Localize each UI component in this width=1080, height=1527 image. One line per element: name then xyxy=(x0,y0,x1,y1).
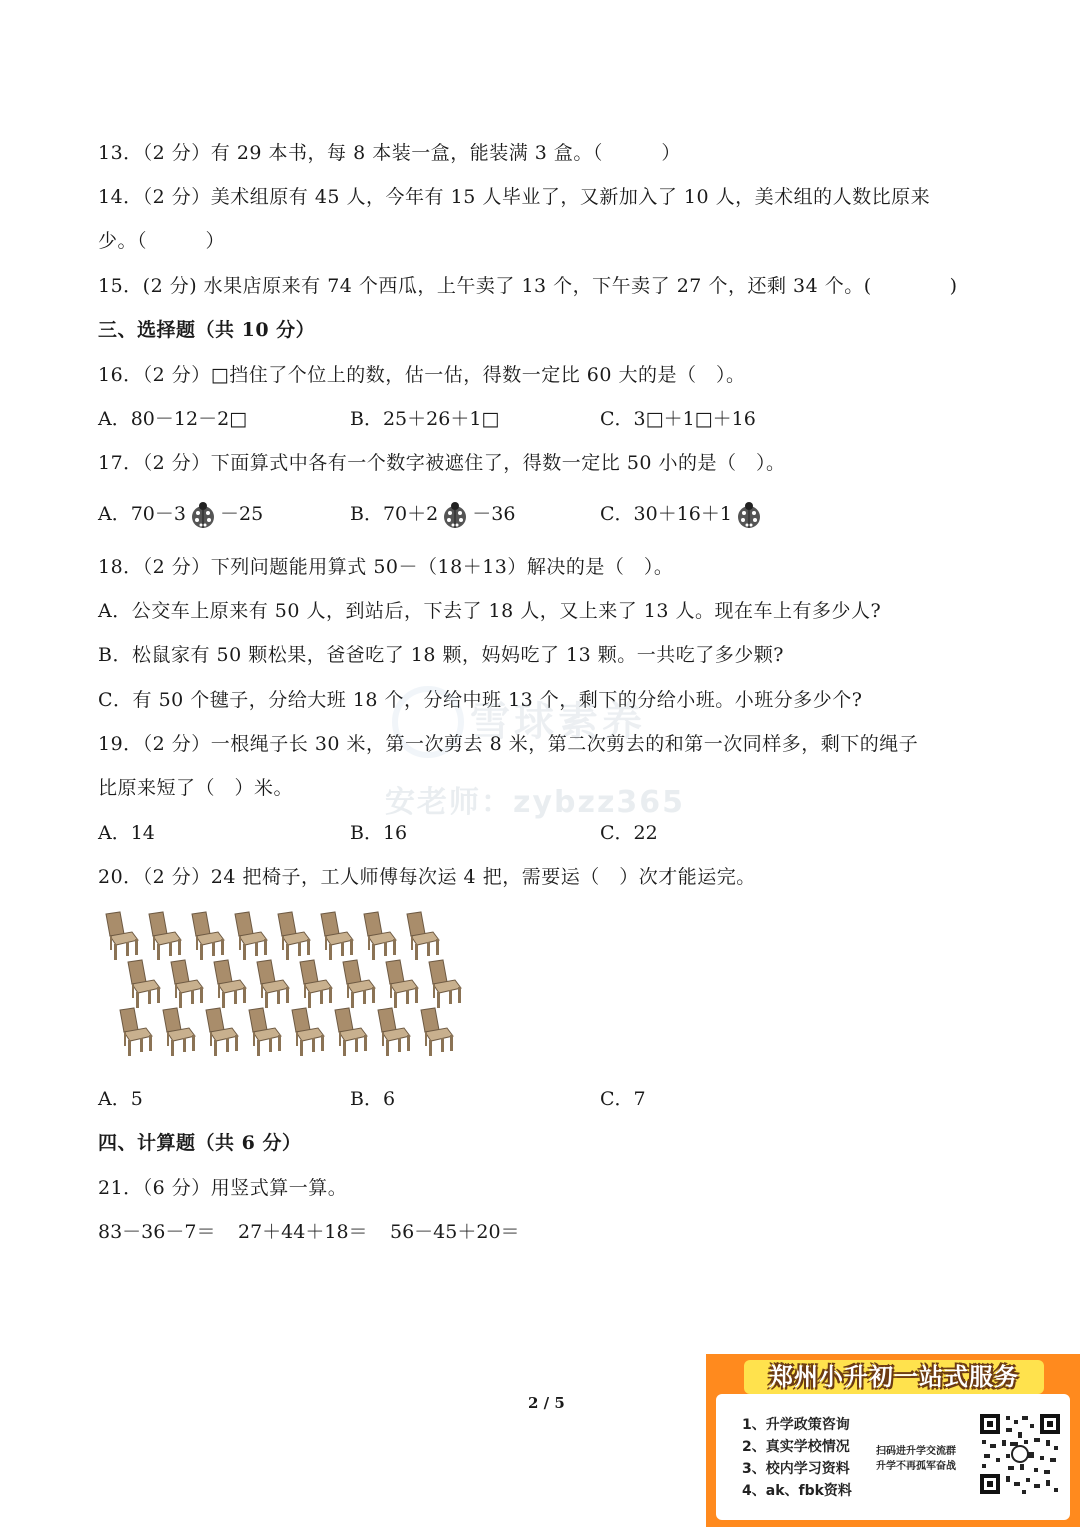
question-14-line2: 少。（ ） xyxy=(98,230,226,252)
chair-icon xyxy=(421,1008,453,1056)
qr-code-icon[interactable] xyxy=(978,1412,1062,1496)
q17-a-part2: －25 xyxy=(220,503,264,525)
chair-icon xyxy=(206,1008,238,1056)
chair-icon xyxy=(192,912,224,960)
q17-b-part2: －36 xyxy=(472,503,516,525)
question-17: 17．（2 分）下面算式中各有一个数字被遮住了，得数一定比 50 小的是（ ）。 xyxy=(98,452,786,474)
ad-slogan-2: 升学不再孤军奋战 xyxy=(876,1461,956,1472)
q21-expression-3: 56－45＋20＝ xyxy=(390,1221,520,1243)
chair-icon xyxy=(386,960,418,1008)
question-14-line1: 14．（2 分）美术组原有 45 人，今年有 15 人毕业了，又新加入了 10 人，美术组的人数比原来 xyxy=(98,186,931,208)
chair-icon xyxy=(149,912,181,960)
ad-banner[interactable] xyxy=(706,1354,1080,1527)
watermark-contact: 安老师：zybzz365 xyxy=(385,785,686,820)
q17-option-c xyxy=(600,500,766,530)
q16-option-c: C．3□＋1□＋16 xyxy=(600,408,756,430)
chair-icon xyxy=(343,960,375,1008)
question-19-line2: 比原来短了（ ）米。 xyxy=(98,777,294,799)
chair-icon xyxy=(429,960,461,1008)
section-3-heading: 三、选择题（共 10 分） xyxy=(98,319,316,341)
q17-option-b xyxy=(350,500,515,530)
question-15: 15．(2 分) 水果店原来有 74 个西瓜，上午卖了 13 个，下午卖了 27 个，还剩 34 个。( ) xyxy=(98,275,958,297)
question-13: 13．（2 分）有 29 本书，每 8 本装一盒，能装满 3 盒。（ ） xyxy=(98,142,681,164)
question-19-line1: 19．（2 分）一根绳子长 30 米，第一次剪去 8 米，第二次剪去的和第一次同样多，剩下的绳子 xyxy=(98,733,919,755)
chair-icon xyxy=(300,960,332,1008)
chair-icon xyxy=(163,1008,195,1056)
ad-item: 3、校内学习资料 xyxy=(742,1461,850,1477)
q17-option-a xyxy=(98,500,263,530)
q20-option-a: A．5 xyxy=(98,1088,143,1110)
question-18: 18．（2 分）下列问题能用算式 50－（18＋13）解决的是（ ）。 xyxy=(98,556,674,578)
chair-icon xyxy=(378,1008,410,1056)
q17-b-part1: B．70＋2 xyxy=(350,503,439,525)
chair-icon xyxy=(257,960,289,1008)
question-21: 21．（6 分）用竖式算一算。 xyxy=(98,1177,348,1199)
watermark-brand: 雪球素养 xyxy=(470,699,646,745)
question-16: 16．（2 分）□挡住了个位上的数，估一估，得数一定比 60 大的是（ ）。 xyxy=(98,364,746,386)
ad-content xyxy=(716,1394,1070,1520)
chair-icon xyxy=(128,960,160,1008)
ad-slogan-1: 扫码进升学交流群 xyxy=(876,1446,956,1457)
chair-icon xyxy=(364,912,396,960)
ad-item: 4、ak、fbk资料 xyxy=(742,1483,852,1499)
chairs-illustration xyxy=(98,908,468,1068)
chair-icon xyxy=(292,1008,324,1056)
chair-icon xyxy=(407,912,439,960)
q21-expression-1: 83－36－7＝ xyxy=(98,1221,216,1243)
q18-option-b: B．松鼠家有 50 颗松果，爸爸吃了 18 颗，妈妈吃了 13 颗。一共吃了多少颗? xyxy=(98,644,784,666)
ad-item: 2、真实学校情况 xyxy=(742,1439,850,1455)
page-number: 2 / 5 xyxy=(528,1394,565,1412)
question-20: 20．（2 分）24 把椅子，工人师傅每次运 4 把，需要运（ ）次才能运完。 xyxy=(98,866,756,888)
ladybug-icon xyxy=(440,500,470,530)
chair-icon xyxy=(335,1008,367,1056)
q18-option-a: A．公交车上原来有 50 人，到站后，下去了 18 人，又上来了 13 人。现在车上有多少人? xyxy=(98,600,882,622)
q21-expression-2: 27＋44＋18＝ xyxy=(238,1221,368,1243)
chair-icon xyxy=(120,1008,152,1056)
chair-icon xyxy=(249,1008,281,1056)
ladybug-icon xyxy=(188,500,218,530)
q16-option-b: B．25＋26＋1□ xyxy=(350,408,500,430)
q17-c-part1: C．30＋16＋1 xyxy=(600,503,732,525)
chair-icon xyxy=(235,912,267,960)
q19-option-c: C．22 xyxy=(600,822,658,844)
chair-icon xyxy=(171,960,203,1008)
chair-icon xyxy=(214,960,246,1008)
q18-option-c: C．有 50 个毽子，分给大班 18 个，分给中班 13 个，剩下的分给小班。小班分多少个? xyxy=(98,689,863,711)
q20-option-b: B．6 xyxy=(350,1088,396,1110)
q17-a-part1: A．70－3 xyxy=(98,503,186,525)
q16-option-a: A．80－12－2□ xyxy=(98,408,248,430)
chair-icon xyxy=(278,912,310,960)
q19-option-a: A．14 xyxy=(98,822,155,844)
q20-option-c: C．7 xyxy=(600,1088,646,1110)
ad-title: 郑州小升初一站式服务 xyxy=(744,1360,1044,1394)
section-4-heading: 四、计算题（共 6 分） xyxy=(98,1132,302,1154)
ladybug-icon xyxy=(734,500,764,530)
chair-icon xyxy=(321,912,353,960)
chair-icon xyxy=(106,912,138,960)
q19-option-b: B．16 xyxy=(350,822,408,844)
ad-item: 1、升学政策咨询 xyxy=(742,1417,850,1433)
